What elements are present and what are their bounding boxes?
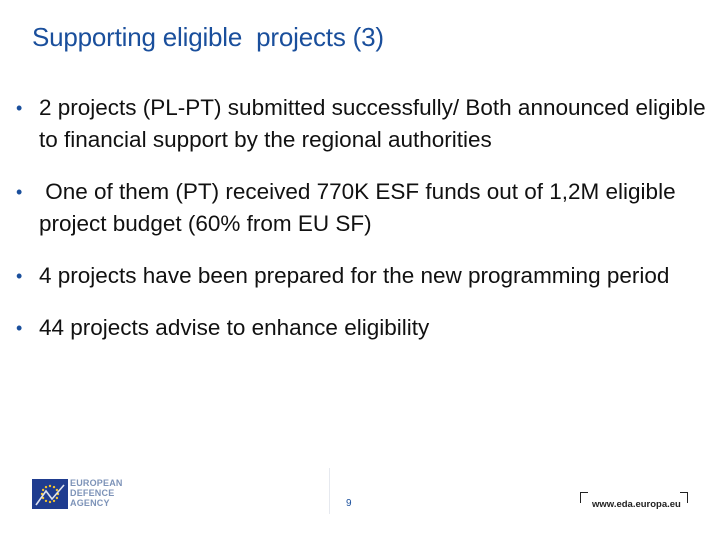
bracket-right-icon (680, 492, 688, 503)
bullet-item: • 44 projects advise to enhance eligibility (16, 312, 706, 344)
slide-title: Supporting eligible projects (3) (32, 22, 384, 52)
bullet-item: • 4 projects have been prepared for the new programming period (16, 260, 706, 292)
bullet-list (16, 92, 712, 364)
logo-line-3: AGENCY (70, 498, 110, 508)
footer-url-text[interactable]: www.eda.europa.eu (592, 499, 681, 510)
logo-line-1: EUROPEAN (70, 478, 123, 488)
page-number: 9 (346, 498, 352, 509)
footer-url[interactable] (580, 492, 688, 514)
footer-divider (329, 468, 330, 514)
bullet-item: • 2 projects (PL-PT) submitted successfully/ Both announced eligible to financial support by the regional authorities (16, 92, 706, 156)
eda-logo (32, 474, 152, 514)
logo-line-2: DEFENCE (70, 488, 115, 498)
bullet-item: • One of them (PT) received 770K ESF funds out of 1,2M eligible project budget (60% from EU SF) (16, 176, 706, 240)
eu-flag-icon (32, 479, 68, 509)
bracket-left-icon (580, 492, 588, 503)
logo-text (70, 478, 123, 508)
